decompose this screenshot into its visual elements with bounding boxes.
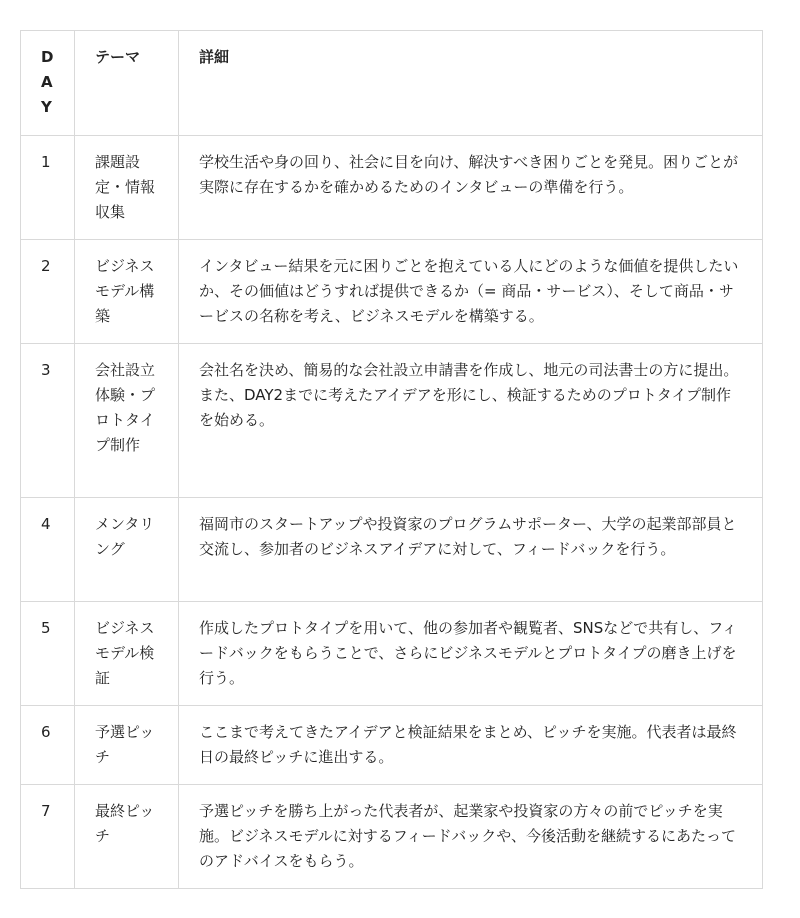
header-day: DAY [21,31,75,136]
day-cell: 6 [21,706,75,785]
detail-cell: ここまで考えてきたアイデアと検証結果をまとめ、ピッチを実施。代表者は最終日の最終ピッチに進出する。 [179,706,763,785]
day-cell: 3 [21,344,75,498]
theme-cell: 会社設立体験・プロトタイプ制作 [75,344,179,498]
header-detail: 詳細 [179,31,763,136]
theme-cell: ビジネスモデル構築 [75,240,179,344]
schedule-table [20,30,763,889]
day-cell: 1 [21,136,75,240]
detail-cell: インタビュー結果を元に困りごとを抱えている人にどのような価値を提供したいか、その価値はどうすれば提供できるか（= 商品・サービス）、そして商品・サービスの名称を考え、ビジネスモデルを構築する。 [179,240,763,344]
theme-cell: メンタリング [75,498,179,602]
table-header-row [21,31,763,136]
header-theme: テーマ [75,31,179,136]
table-row [21,498,763,602]
detail-cell: 作成したプロトタイプを用いて、他の参加者や観覧者、SNSなどで共有し、フィードバックをもらうことで、さらにビジネスモデルとプロトタイプの磨き上げを行う。 [179,602,763,706]
day-cell: 4 [21,498,75,602]
table-row [21,344,763,498]
detail-cell: 会社名を決め、簡易的な会社設立申請書を作成し、地元の司法書士の方に提出。また、DAY2までに考えたアイデアを形にし、検証するためのプロトタイプ制作を始める。 [179,344,763,498]
detail-cell: 福岡市のスタートアップや投資家のプログラムサポーター、大学の起業部部員と交流し、参加者のビジネスアイデアに対して、フィードバックを行う。 [179,498,763,602]
theme-cell: 予選ピッチ [75,706,179,785]
day-cell: 7 [21,785,75,889]
theme-cell: ビジネスモデル検証 [75,602,179,706]
day-cell: 5 [21,602,75,706]
table-row [21,240,763,344]
theme-cell: 最終ピッチ [75,785,179,889]
table-row [21,136,763,240]
table-row [21,785,763,889]
theme-cell: 課題設定・情報収集 [75,136,179,240]
detail-cell: 予選ピッチを勝ち上がった代表者が、起業家や投資家の方々の前でピッチを実施。ビジネスモデルに対するフィードバックや、今後活動を継続するにあたってのアドバイスをもらう。 [179,785,763,889]
table-row [21,602,763,706]
day-cell: 2 [21,240,75,344]
detail-cell: 学校生活や身の回り、社会に目を向け、解決すべき困りごとを発見。困りごとが実際に存在するかを確かめるためのインタビューの準備を行う。 [179,136,763,240]
table-row [21,706,763,785]
